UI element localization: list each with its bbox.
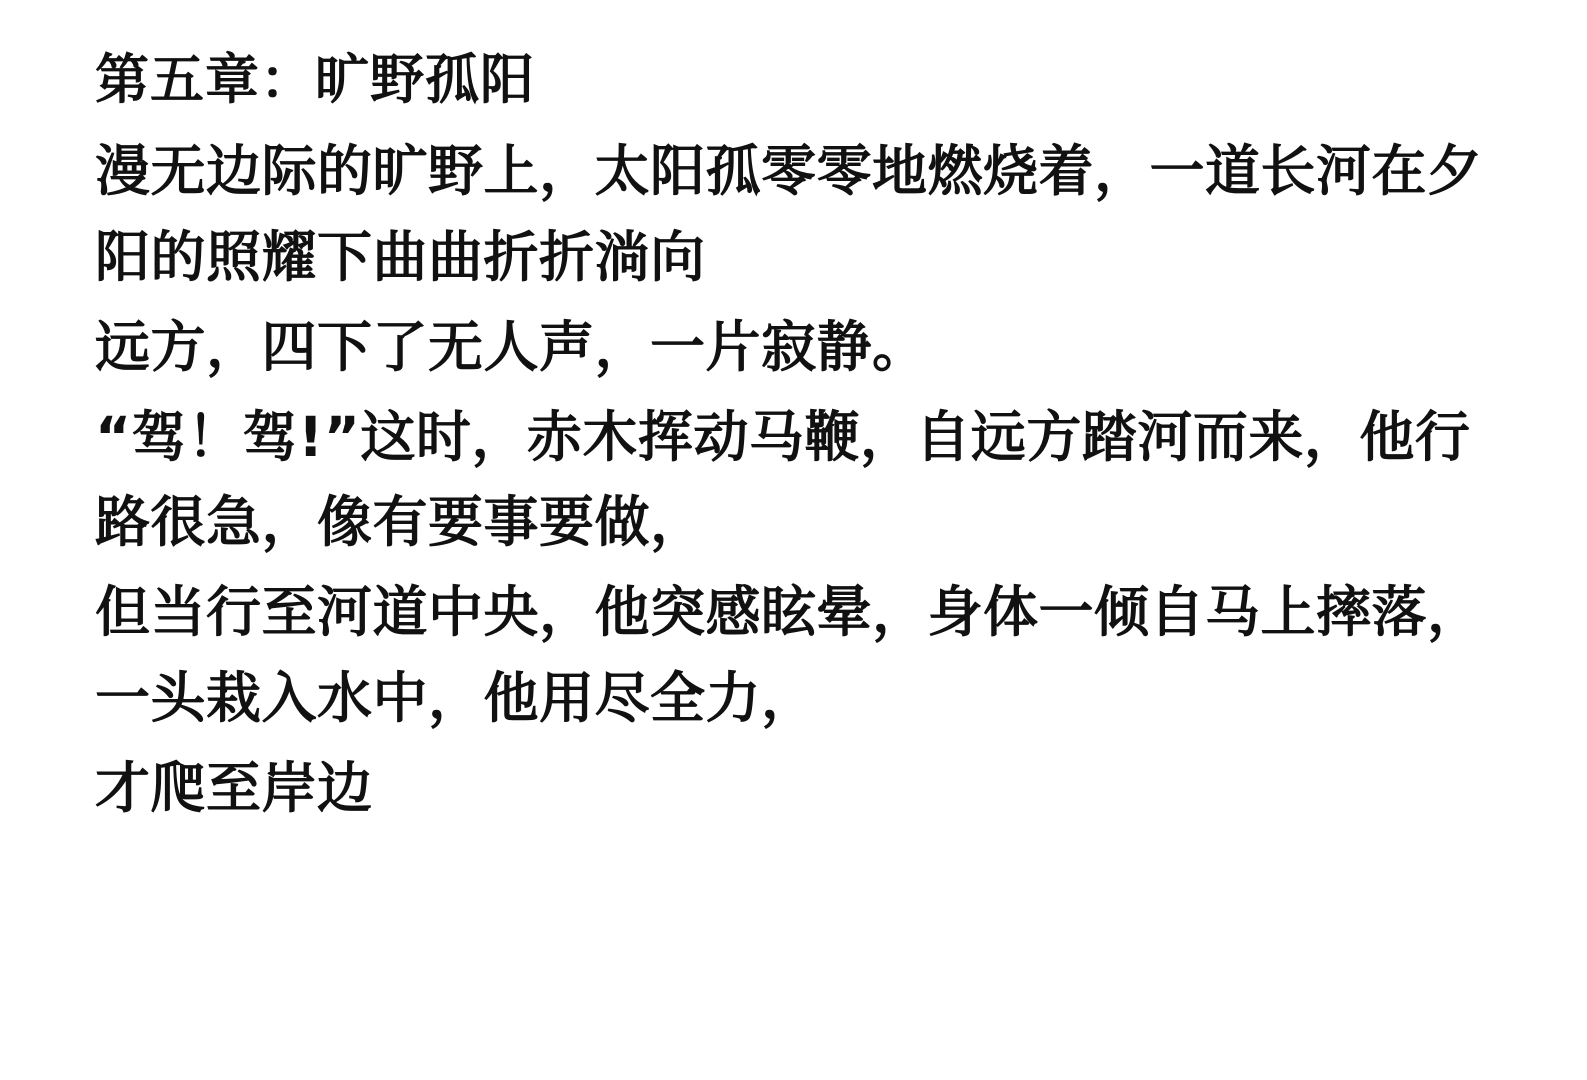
paragraph: 但当行至河道中央，他突感眩晕，身体一倾自马上摔落，一头栽入水中，他用尽全力， (95, 580, 1483, 731)
chapter-title: 第五章：旷野孤阳 (95, 48, 535, 111)
paragraph: 远方，四下了无人声，一片寂静。 (95, 314, 928, 379)
paragraph: “驾！驾!”这时，赤木挥动马鞭，自远方踏河而来，他行路很急，像有要事要做， (95, 404, 1471, 555)
paragraph: 漫无边际的旷野上，太阳孤零零地燃烧着，一道长河在夕阳的照耀下曲曲折折淌向 (95, 139, 1483, 290)
document-body (95, 129, 1517, 831)
paragraph-truncated: 才爬至岸边 (95, 755, 373, 820)
